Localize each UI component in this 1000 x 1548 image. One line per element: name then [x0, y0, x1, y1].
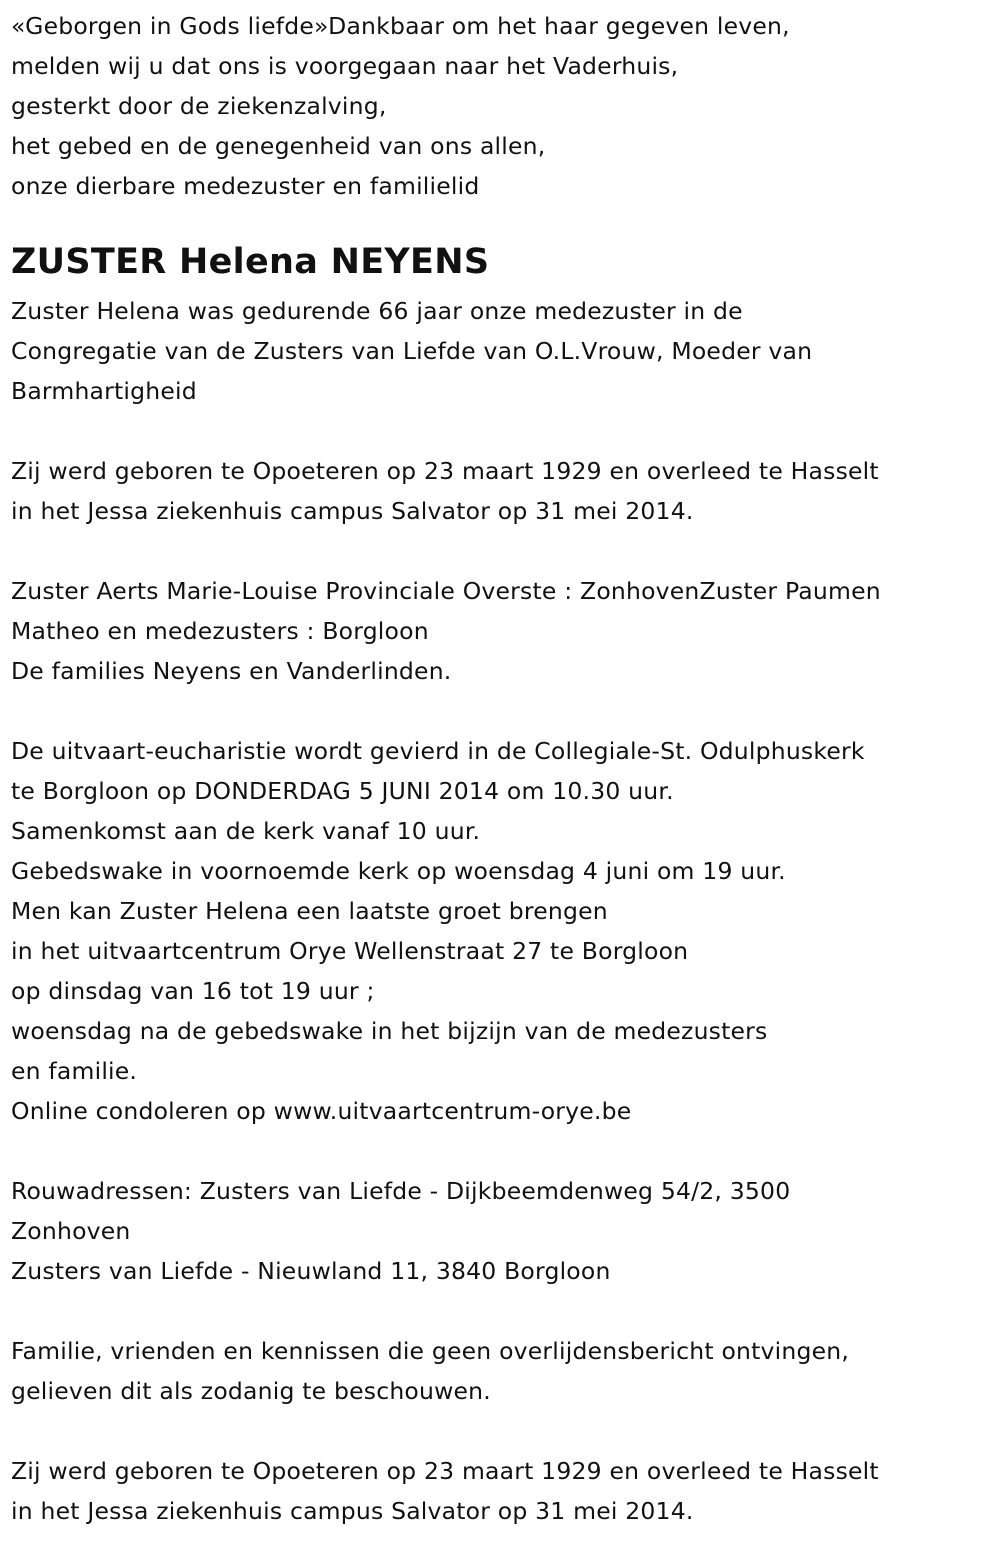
mourners-paragraph	[11, 571, 991, 691]
birth-death-line: in het Jessa ziekenhuis campus Salvator op 31 mei 2014.	[11, 497, 694, 525]
address-line: Rouwadressen: Zusters van Liefde - Dijkbeemdenweg 54/2, 3500	[11, 1177, 791, 1205]
intro-line: melden wij u dat ons is voorgegaan naar het Vaderhuis,	[11, 52, 679, 80]
address-line: Zonhoven	[11, 1217, 131, 1245]
mourners-line: Zuster Aerts Marie-Louise Provinciale Overste : ZonhovenZuster Paumen	[11, 577, 881, 605]
ceremony-line: Gebedswake in voornoemde kerk op woensdag 4 juni om 19 uur.	[11, 857, 786, 885]
ceremony-line: De uitvaart-eucharistie wordt gevierd in de Collegiale-St. Odulphuskerk	[11, 737, 865, 765]
intro-paragraph	[11, 6, 991, 206]
address-line: Zusters van Liefde - Nieuwland 11, 3840 Borgloon	[11, 1257, 611, 1285]
ceremony-paragraph	[11, 731, 991, 1131]
description-line: Congregatie van de Zusters van Liefde van O.L.Vrouw, Moeder van	[11, 337, 813, 365]
description-line: Zuster Helena was gedurende 66 jaar onze medezuster in de	[11, 297, 743, 325]
mourners-line: Matheo en medezusters : Borgloon	[11, 617, 429, 645]
birth-death-line: in het Jessa ziekenhuis campus Salvator op 31 mei 2014.	[11, 1497, 694, 1525]
mourners-line: De families Neyens en Vanderlinden.	[11, 657, 452, 685]
intro-line: onze dierbare medezuster en familielid	[11, 172, 480, 200]
ceremony-line: woensdag na de gebedswake in het bijzijn van de medezusters	[11, 1017, 768, 1045]
ceremony-line: in het uitvaartcentrum Orye Wellenstraat 27 te Borgloon	[11, 937, 689, 965]
notice-line: gelieven dit als zodanig te beschouwen.	[11, 1377, 491, 1405]
ceremony-line: en familie.	[11, 1057, 138, 1085]
addresses-paragraph	[11, 1171, 991, 1291]
intro-line: gesterkt door de ziekenzalving,	[11, 92, 387, 120]
notice-line: Familie, vrienden en kennissen die geen overlijdensbericht ontvingen,	[11, 1337, 849, 1365]
description-paragraph	[11, 291, 991, 411]
birth-death-line: Zij werd geboren te Opoeteren op 23 maart 1929 en overleed te Hasselt	[11, 1457, 879, 1485]
description-line: Barmhartigheid	[11, 377, 197, 405]
birth-death-line: Zij werd geboren te Opoeteren op 23 maart 1929 en overleed te Hasselt	[11, 457, 879, 485]
online-condolence-line: Online condoleren op www.uitvaartcentrum-orye.be	[11, 1097, 632, 1125]
notice-paragraph	[11, 1331, 991, 1411]
intro-line: «Geborgen in Gods liefde»Dankbaar om het haar gegeven leven,	[11, 12, 790, 40]
birth-death-repeat-paragraph	[11, 1451, 991, 1531]
ceremony-line: op dinsdag van 16 tot 19 uur ;	[11, 977, 375, 1005]
deceased-name-heading: ZUSTER Helena NEYENS	[11, 242, 490, 282]
ceremony-line: te Borgloon op DONDERDAG 5 JUNI 2014 om 10.30 uur.	[11, 777, 674, 805]
intro-line: het gebed en de genegenheid van ons allen,	[11, 132, 546, 160]
obituary-notice	[11, 6, 991, 1531]
ceremony-line: Samenkomst aan de kerk vanaf 10 uur.	[11, 817, 481, 845]
birth-death-paragraph	[11, 451, 991, 531]
ceremony-line: Men kan Zuster Helena een laatste groet brengen	[11, 897, 608, 925]
